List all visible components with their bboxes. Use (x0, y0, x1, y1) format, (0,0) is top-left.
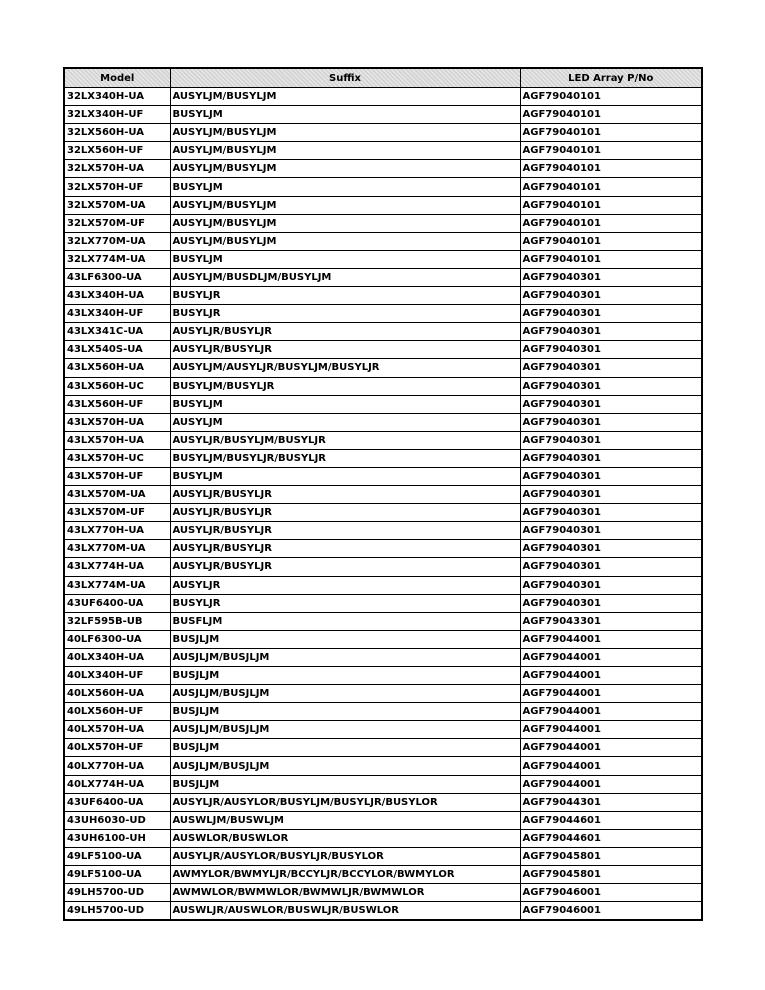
led-array-pn-cell: AGF79040301 (520, 359, 702, 377)
suffix-cell: AUSJLJM/BUSJLJM (170, 685, 520, 703)
table-row (64, 793, 702, 811)
model-cell: 43LX340H-UF (64, 305, 170, 323)
model-cell: 43UF6400-UA (64, 594, 170, 612)
led-array-pn-cell: AGF79040101 (520, 178, 702, 196)
table-row (64, 431, 702, 449)
led-array-pn-cell: AGF79040301 (520, 558, 702, 576)
led-array-pn-cell: AGF79040301 (520, 268, 702, 286)
led-array-pn-cell: AGF79044001 (520, 757, 702, 775)
model-cell: 43UH6030-UD (64, 811, 170, 829)
led-array-pn-cell: AGF79045801 (520, 866, 702, 884)
suffix-cell: AUSYLJM/BUSYLJM (170, 124, 520, 142)
led-array-pn-cell: AGF79040101 (520, 232, 702, 250)
suffix-cell: AUSJLJM/BUSJLJM (170, 648, 520, 666)
suffix-cell: AUSYLJM/BUSYLJM (170, 196, 520, 214)
table-row (64, 884, 702, 902)
model-cell: 40LX770H-UA (64, 757, 170, 775)
suffix-cell: AUSYLJR (170, 576, 520, 594)
model-cell: 43LX570H-UC (64, 449, 170, 467)
table-row (64, 196, 702, 214)
model-cell: 43LX570M-UA (64, 486, 170, 504)
suffix-cell: BUSYLJM (170, 395, 520, 413)
suffix-cell: BUSFLJM (170, 612, 520, 630)
model-cell: 40LX340H-UA (64, 648, 170, 666)
suffix-cell: AUSYLJM/BUSYLJM (170, 88, 520, 106)
table-row (64, 467, 702, 485)
led-array-pn-cell: AGF79040101 (520, 250, 702, 268)
suffix-cell: AUSYLJR/BUSYLJR (170, 323, 520, 341)
suffix-cell: AUSYLJR/BUSYLJR (170, 341, 520, 359)
table-row (64, 395, 702, 413)
led-array-pn-cell: AGF79040301 (520, 287, 702, 305)
suffix-cell: AUSYLJM/BUSYLJM (170, 142, 520, 160)
table-row (64, 721, 702, 739)
table-row (64, 124, 702, 142)
led-array-pn-cell: AGF79044001 (520, 721, 702, 739)
model-cell: 43LX570H-UF (64, 467, 170, 485)
suffix-cell: AUSYLJR/BUSYLJR (170, 504, 520, 522)
table-row (64, 504, 702, 522)
model-cell: 40LF6300-UA (64, 630, 170, 648)
suffix-cell: BUSYLJM (170, 467, 520, 485)
suffix-cell: AUSYLJR/AUSYLOR/BUSYLJM/BUSYLJR/BUSYLOR (170, 793, 520, 811)
led-array-pn-cell: AGF79040101 (520, 196, 702, 214)
suffix-cell: BUSYLJR (170, 287, 520, 305)
led-array-pn-cell: AGF79040101 (520, 214, 702, 232)
model-cell: 43LX560H-UC (64, 377, 170, 395)
led-array-pn-cell: AGF79044601 (520, 811, 702, 829)
led-array-pn-cell: AGF79044601 (520, 829, 702, 847)
model-cell: 32LX774M-UA (64, 250, 170, 268)
table-row (64, 377, 702, 395)
led-array-pn-cell: AGF79040301 (520, 395, 702, 413)
table-row (64, 703, 702, 721)
model-cell: 40LX570H-UF (64, 739, 170, 757)
table-row (64, 630, 702, 648)
table-row (64, 902, 702, 921)
led-array-pn-cell: AGF79040301 (520, 449, 702, 467)
led-array-pn-cell: AGF79043301 (520, 612, 702, 630)
suffix-cell: AUSYLJR/BUSYLJR (170, 486, 520, 504)
model-cell: 40LX570H-UA (64, 721, 170, 739)
led-array-pn-cell: AGF79040301 (520, 467, 702, 485)
parts-table-container (63, 67, 701, 921)
suffix-cell: AUSWLJM/BUSWLJM (170, 811, 520, 829)
suffix-cell: AUSYLJM/BUSYLJM (170, 160, 520, 178)
model-cell: 32LX570H-UF (64, 178, 170, 196)
model-cell: 40LX774H-UA (64, 775, 170, 793)
suffix-cell: BUSJLJM (170, 775, 520, 793)
table-row (64, 413, 702, 431)
model-cell: 43UH6100-UH (64, 829, 170, 847)
header-suffix: Suffix (170, 68, 520, 88)
model-cell: 43LX560H-UA (64, 359, 170, 377)
table-row (64, 829, 702, 847)
model-cell: 43LX570H-UA (64, 413, 170, 431)
suffix-cell: AUSWLOR/BUSWLOR (170, 829, 520, 847)
led-array-pn-cell: AGF79046001 (520, 902, 702, 921)
led-array-pn-cell: AGF79044001 (520, 667, 702, 685)
table-row (64, 612, 702, 630)
model-cell: 32LX560H-UF (64, 142, 170, 160)
suffix-cell: BUSYLJM (170, 250, 520, 268)
led-array-pn-cell: AGF79040301 (520, 504, 702, 522)
suffix-cell: AUSYLJR/BUSYLJR (170, 522, 520, 540)
led-array-pn-cell: AGF79040101 (520, 106, 702, 124)
table-row (64, 323, 702, 341)
model-cell: 32LX570M-UF (64, 214, 170, 232)
table-row (64, 847, 702, 865)
table-row (64, 341, 702, 359)
table-row (64, 178, 702, 196)
model-cell: 32LX340H-UF (64, 106, 170, 124)
table-row (64, 250, 702, 268)
model-cell: 40LX560H-UF (64, 703, 170, 721)
table-row (64, 106, 702, 124)
model-cell: 43LX770H-UA (64, 522, 170, 540)
model-cell: 40LX340H-UF (64, 667, 170, 685)
model-cell: 32LX570M-UA (64, 196, 170, 214)
led-array-pn-cell: AGF79040301 (520, 431, 702, 449)
table-row (64, 866, 702, 884)
led-array-parts-table (63, 67, 703, 921)
led-array-pn-cell: AGF79044001 (520, 630, 702, 648)
model-cell: 43LF6300-UA (64, 268, 170, 286)
table-row (64, 558, 702, 576)
model-cell: 43LX570M-UF (64, 504, 170, 522)
model-cell: 43UF6400-UA (64, 793, 170, 811)
table-row (64, 594, 702, 612)
led-array-pn-cell: AGF79040301 (520, 540, 702, 558)
led-array-pn-cell: AGF79040301 (520, 323, 702, 341)
led-array-pn-cell: AGF79040101 (520, 88, 702, 106)
suffix-cell: AUSYLJM (170, 413, 520, 431)
led-array-pn-cell: AGF79045801 (520, 847, 702, 865)
suffix-cell: AUSYLJR/AUSYLOR/BUSYLJR/BUSYLOR (170, 847, 520, 865)
table-row (64, 811, 702, 829)
led-array-pn-cell: AGF79044001 (520, 685, 702, 703)
suffix-cell: AUSYLJM/AUSYLJR/BUSYLJM/BUSYLJR (170, 359, 520, 377)
model-cell: 49LH5700-UD (64, 902, 170, 921)
suffix-cell: BUSYLJM/BUSYLJR (170, 377, 520, 395)
suffix-cell: AUSYLJR/BUSYLJM/BUSYLJR (170, 431, 520, 449)
model-cell: 43LX570H-UA (64, 431, 170, 449)
suffix-cell: BUSJLJM (170, 703, 520, 721)
table-row (64, 685, 702, 703)
suffix-cell: AUSYLJM/BUSYLJM (170, 232, 520, 250)
led-array-pn-cell: AGF79040301 (520, 341, 702, 359)
table-row (64, 486, 702, 504)
model-cell: 49LF5100-UA (64, 866, 170, 884)
table-row (64, 576, 702, 594)
table-row (64, 775, 702, 793)
table-row (64, 522, 702, 540)
model-cell: 32LX570H-UA (64, 160, 170, 178)
suffix-cell: BUSYLJR (170, 594, 520, 612)
model-cell: 49LH5700-UD (64, 884, 170, 902)
table-row (64, 142, 702, 160)
table-row (64, 648, 702, 666)
model-cell: 43LX774M-UA (64, 576, 170, 594)
model-cell: 43LX340H-UA (64, 287, 170, 305)
led-array-pn-cell: AGF79040301 (520, 522, 702, 540)
table-row (64, 268, 702, 286)
header-model: Model (64, 68, 170, 88)
suffix-cell: BUSYLJM (170, 106, 520, 124)
table-header-row (64, 68, 702, 88)
led-array-pn-cell: AGF79040301 (520, 594, 702, 612)
suffix-cell: AUSYLJM/BUSDLJM/BUSYLJM (170, 268, 520, 286)
table-row (64, 739, 702, 757)
suffix-cell: AWMYLOR/BWMYLJR/BCCYLJR/BCCYLOR/BWMYLOR (170, 866, 520, 884)
suffix-cell: AUSYLJM/BUSYLJM (170, 214, 520, 232)
model-cell: 43LX341C-UA (64, 323, 170, 341)
led-array-pn-cell: AGF79040301 (520, 305, 702, 323)
model-cell: 32LX560H-UA (64, 124, 170, 142)
table-row (64, 540, 702, 558)
led-array-pn-cell: AGF79040301 (520, 486, 702, 504)
led-array-pn-cell: AGF79046001 (520, 884, 702, 902)
table-row (64, 287, 702, 305)
model-cell: 32LX770M-UA (64, 232, 170, 250)
table-row (64, 232, 702, 250)
led-array-pn-cell: AGF79044001 (520, 739, 702, 757)
table-row (64, 667, 702, 685)
led-array-pn-cell: AGF79040101 (520, 160, 702, 178)
led-array-pn-cell: AGF79044001 (520, 703, 702, 721)
suffix-cell: AUSJLJM/BUSJLJM (170, 757, 520, 775)
table-row (64, 88, 702, 106)
model-cell: 40LX560H-UA (64, 685, 170, 703)
table-row (64, 160, 702, 178)
model-cell: 43LX540S-UA (64, 341, 170, 359)
suffix-cell: AUSJLJM/BUSJLJM (170, 721, 520, 739)
table-row (64, 214, 702, 232)
model-cell: 43LX774H-UA (64, 558, 170, 576)
led-array-pn-cell: AGF79044001 (520, 775, 702, 793)
suffix-cell: BUSJLJM (170, 630, 520, 648)
table-row (64, 305, 702, 323)
led-array-pn-cell: AGF79040101 (520, 124, 702, 142)
model-cell: 49LF5100-UA (64, 847, 170, 865)
led-array-pn-cell: AGF79040301 (520, 413, 702, 431)
suffix-cell: BUSJLJM (170, 667, 520, 685)
suffix-cell: AWMWLOR/BWMWLOR/BWMWLJR/BWMWLOR (170, 884, 520, 902)
model-cell: 32LX340H-UA (64, 88, 170, 106)
suffix-cell: BUSYLJR (170, 305, 520, 323)
led-array-pn-cell: AGF79040301 (520, 576, 702, 594)
led-array-pn-cell: AGF79044001 (520, 648, 702, 666)
suffix-cell: AUSWLJR/AUSWLOR/BUSWLJR/BUSWLOR (170, 902, 520, 921)
model-cell: 32LF595B-UB (64, 612, 170, 630)
model-cell: 43LX560H-UF (64, 395, 170, 413)
led-array-pn-cell: AGF79040101 (520, 142, 702, 160)
led-array-pn-cell: AGF79040301 (520, 377, 702, 395)
table-row (64, 359, 702, 377)
model-cell: 43LX770M-UA (64, 540, 170, 558)
suffix-cell: BUSYLJM/BUSYLJR/BUSYLJR (170, 449, 520, 467)
led-array-pn-cell: AGF79044301 (520, 793, 702, 811)
table-row (64, 449, 702, 467)
table-row (64, 757, 702, 775)
suffix-cell: BUSYLJM (170, 178, 520, 196)
suffix-cell: AUSYLJR/BUSYLJR (170, 540, 520, 558)
table-body (64, 88, 702, 921)
suffix-cell: AUSYLJR/BUSYLJR (170, 558, 520, 576)
suffix-cell: BUSJLJM (170, 739, 520, 757)
header-led-array-pn: LED Array P/No (520, 68, 702, 88)
